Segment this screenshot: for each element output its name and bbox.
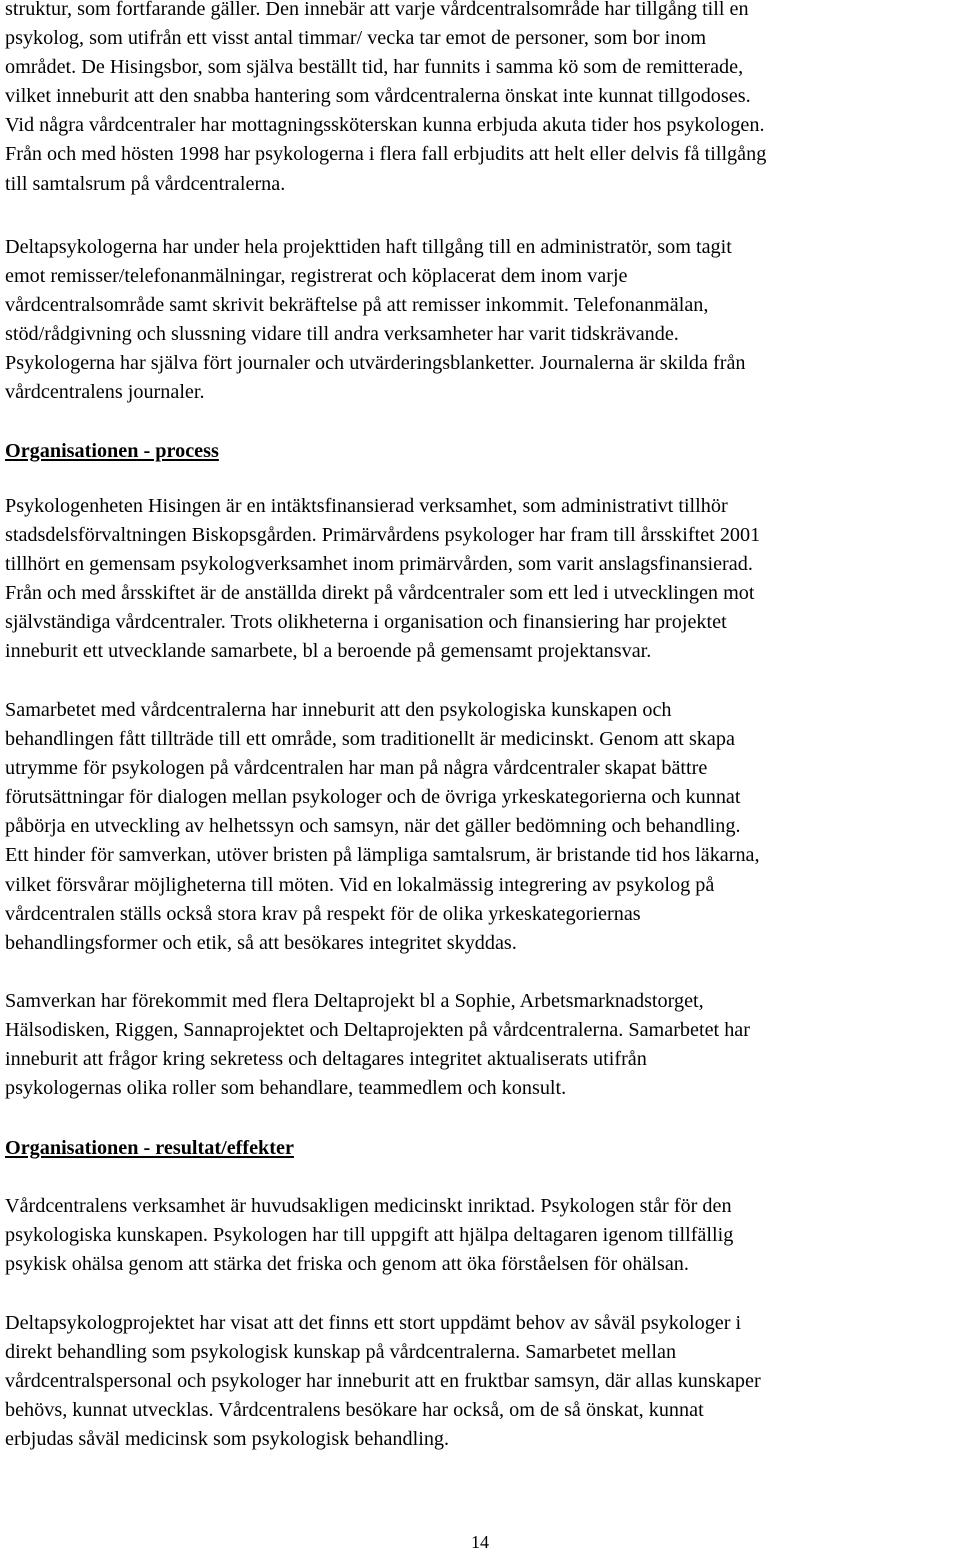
text-line: Psykologenheten Hisingen är en intäktsfinansierad verksamhet, som administrativt tillhör <box>5 495 728 517</box>
text-line: erbjudas såväl medicinsk som psykologisk behandling. <box>5 1428 450 1451</box>
text-line: Hälsodisken, Riggen, Sannaprojektet och Deltaprojekten på vårdcentralerna. Samarbetet har <box>5 1019 750 1042</box>
text-line: struktur, som fortfarande gäller. Den innebär att varje vårdcentralsområde har tillgång till en <box>5 0 749 20</box>
text-line: inneburit att frågor kring sekretess och deltagares integritet aktualiserats utifrån <box>5 1048 647 1071</box>
text-line: direkt behandling som psykologisk kunskap på vårdcentralerna. Samarbetet mellan <box>5 1341 677 1364</box>
text-line: inneburit ett utvecklande samarbete, bl a beroende på gemensamt projektansvar. <box>5 640 652 663</box>
text-line: Psykologerna har själva fört journaler och utvärderingsblanketter. Journalerna är skilda från <box>5 352 746 375</box>
paragraph <box>5 987 750 1103</box>
text-line: psykologiska kunskapen. Psykologen har till uppgift att hjälpa deltagaren igenom tillfällig <box>5 1224 734 1247</box>
text-line: området. De Hisingsbor, som själva beställt tid, har funnits i samma kö som de remitterade, <box>5 56 744 79</box>
text-line: vårdcentralsområde samt skrivit bekräftelse på att remisser inkommit. Telefonanmälan, <box>5 294 709 317</box>
text-line: vårdcentralen ställs också stora krav på respekt för de olika yrkeskategoriernas <box>5 902 641 925</box>
page-number: 14 <box>471 1532 489 1552</box>
text-line: stadsdelsförvaltningen Biskopsgården. Primärvårdens psykologer har fram till årsskiftet 2001 <box>5 524 761 547</box>
section-heading: Organisationen - resultat/effekter <box>5 1137 294 1159</box>
text-line: Samverkan har förekommit med flera Deltaprojekt bl a Sophie, Arbetsmarknadstorget, <box>5 990 704 1012</box>
section-heading: Organisationen - process <box>5 440 219 462</box>
text-line: förutsättningar för dialogen mellan psykologer och de övriga yrkeskategorierna och kunnat <box>5 786 741 809</box>
paragraph <box>5 1309 761 1454</box>
text-line: Ett hinder för samverkan, utöver bristen på lämpliga samtalsrum, är bristande tid hos läkarna, <box>5 844 760 867</box>
text-line: påbörja en utveckling av helhetssyn och samsyn, när det gäller bedömning och behandling. <box>5 815 741 838</box>
text-line: Vid några vårdcentraler har mottagningssköterskan kunna erbjuda akuta tider hos psykologen. <box>5 114 765 137</box>
text-line: vilket inneburit att den snabba hantering som vårdcentralerna önskat inte kunnat tillgodoses. <box>5 85 751 108</box>
paragraph <box>5 492 760 667</box>
text-line: utrymme för psykologen på vårdcentralen har man på några vårdcentraler skapat bättre <box>5 757 708 780</box>
text-line: psykologernas olika roller som behandlare, teammedlem och konsult. <box>5 1077 567 1100</box>
text-line: självständiga vårdcentraler. Trots olikheterna i organisation och finansiering har projektet <box>5 611 727 634</box>
text-line: Deltapsykologerna har under hela projekttiden haft tillgång till en administratör, som tagit <box>5 236 732 258</box>
text-line: psykisk ohälsa genom att stärka det friska och genom att öka förståelsen för ohälsan. <box>5 1253 689 1276</box>
text-line: behandlingen fått tillträde till ett område, som traditionellt är medicinskt. Genom att skapa <box>5 728 735 751</box>
text-line: vårdcentralspersonal och psykologer har inneburit att en fruktbar samsyn, där allas kunskaper <box>5 1370 761 1393</box>
text-line: behövs, kunnat utvecklas. Vårdcentralens besökare har också, om de så önskat, kunnat <box>5 1399 704 1422</box>
text-line: Från och med hösten 1998 har psykologerna i flera fall erbjudits att helt eller delvis få tillgång <box>5 143 767 166</box>
text-line: Från och med årsskiftet är de anställda direkt på vårdcentraler som ett led i utvecklingen mot <box>5 582 755 605</box>
text-line: behandlingsformer och etik, så att besökares integritet skyddas. <box>5 931 517 954</box>
text-line: Vårdcentralens verksamhet är huvudsakligen medicinskt inriktad. Psykologen står för den <box>5 1195 732 1217</box>
text-line: vårdcentralens journaler. <box>5 381 205 404</box>
text-line: stöd/rådgivning och slussning vidare till andra verksamheter har varit tidskrävande. <box>5 323 679 346</box>
text-line: Samarbetet med vårdcentralerna har inneburit att den psykologiska kunskapen och <box>5 699 672 721</box>
paragraph <box>5 696 760 958</box>
paragraph <box>5 1192 733 1279</box>
text-line: vilket försvårar möjligheterna till möten. Vid en lokalmässig integrering av psykolog på <box>5 873 715 896</box>
paragraph <box>5 233 746 408</box>
text-line: tillhört en gemensam psykologverksamhet inom primärvården, som varit anslagsfinansierad. <box>5 553 753 576</box>
text-line: psykolog, som utifrån ett visst antal timmar/ vecka tar emot de personer, som bor inom <box>5 27 707 50</box>
text-line: Deltapsykologprojektet har visat att det finns ett stort uppdämt behov av såväl psykologer i <box>5 1312 742 1334</box>
paragraph <box>5 0 766 199</box>
text-line: emot remisser/telefonanmälningar, registrerat och köplacerat dem inom varje <box>5 265 628 288</box>
text-line: till samtalsrum på vårdcentralerna. <box>5 172 286 195</box>
